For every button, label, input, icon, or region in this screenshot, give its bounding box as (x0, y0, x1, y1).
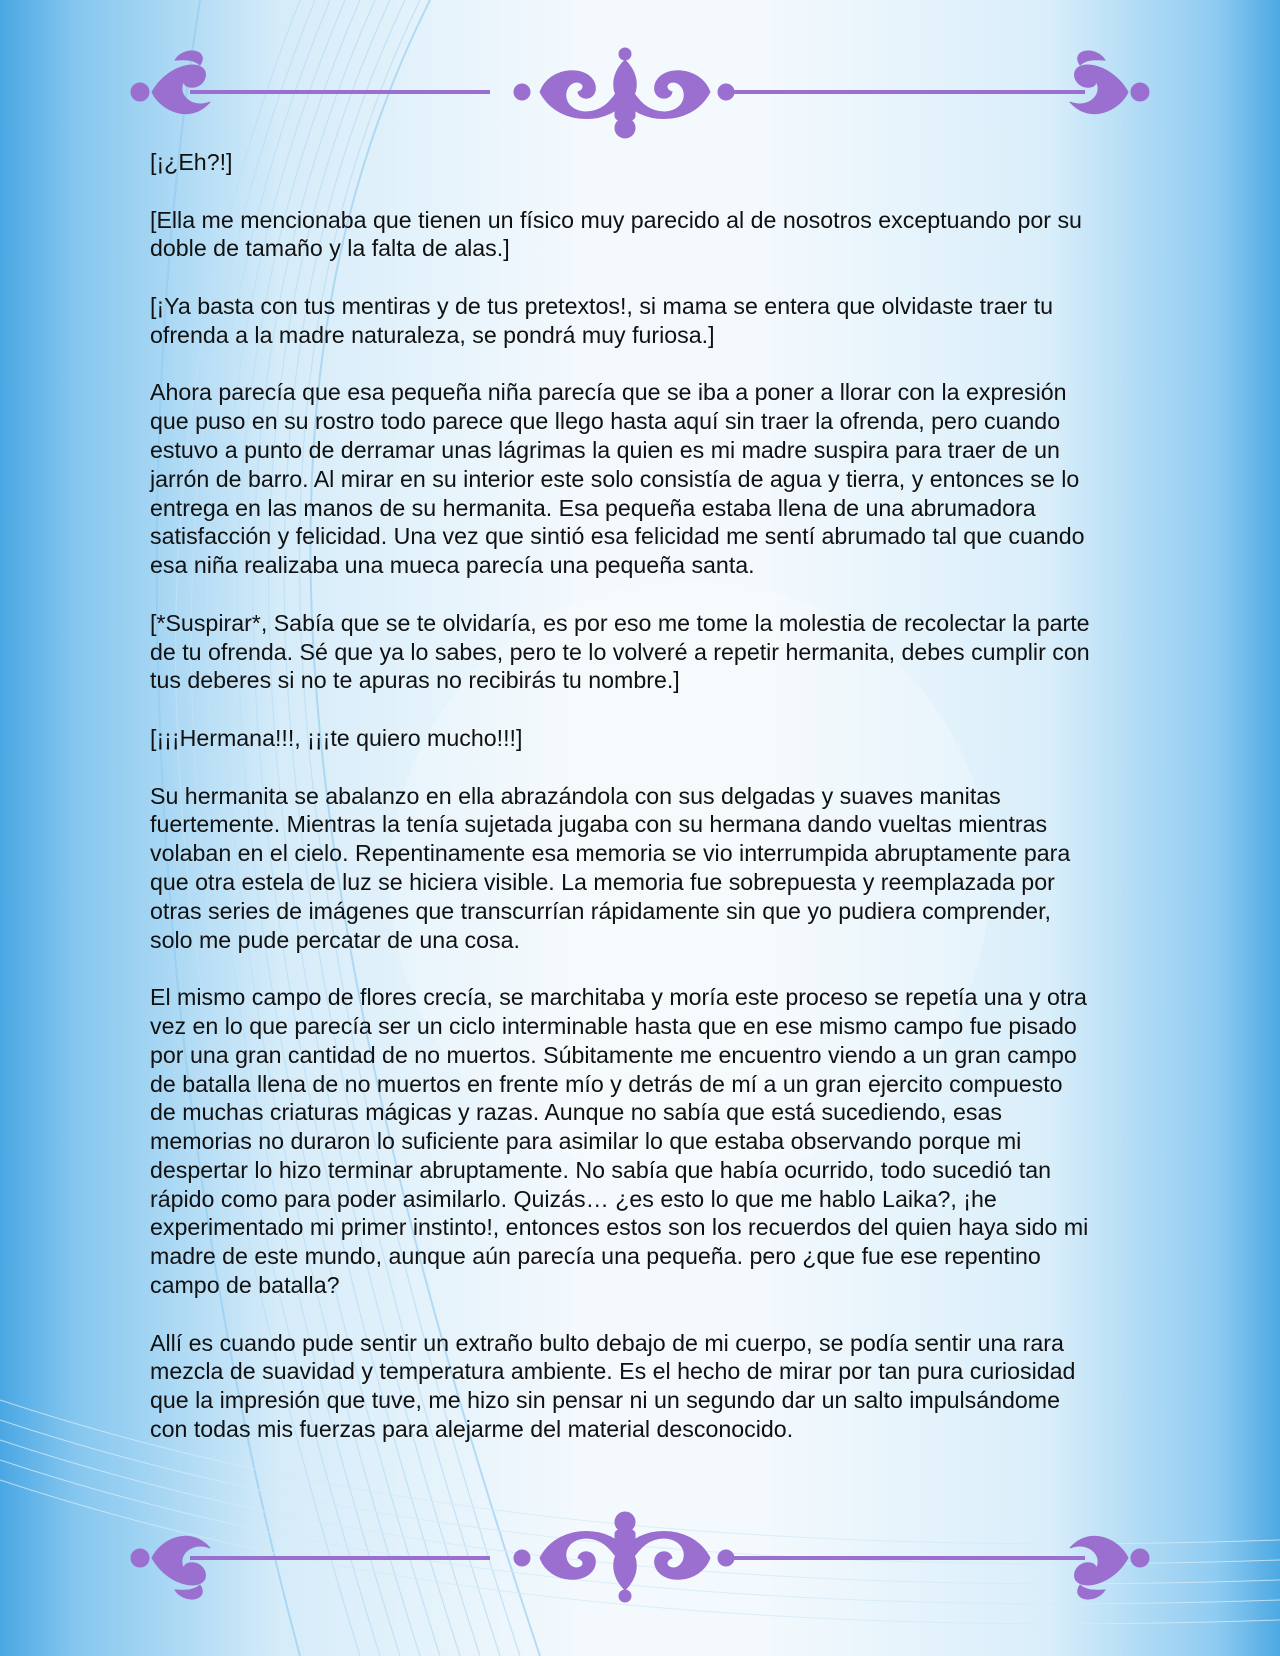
paragraph: [¡¿Eh?!] (150, 149, 233, 175)
bottom-ornament-divider (130, 1500, 1150, 1610)
paragraph: Allí es cuando pude sentir un extraño bulto debajo de mi cuerpo, se podía sentir una rara mezcla de suavidad y temperatura ambiente. Es el hecho de mirar por tan pura curiosidad que la impresión que tuve, me hizo sin pensar ni un segundo dar un salto impulsándome con todas mis fuerzas para alejarme del material desconocido. (150, 1329, 1076, 1443)
top-ornament-divider (130, 40, 1150, 150)
paragraph: [¡¡¡Hermana!!!, ¡¡¡te quiero mucho!!!] (150, 724, 523, 751)
document-body (150, 148, 1090, 1473)
paragraph: [Ella me mencionaba que tienen un físico muy parecido al de nosotros exceptuando por su doble de tamaño y la falta de alas.] (150, 206, 1082, 262)
paragraph: Su hermanita se abalanzo en ella abrazándola con sus delgadas y suaves manitas fuertemente. Mientras la tenía sujetada jugaba con su hermana dando vueltas mientras volaban en el cielo. Repentinamente esa memoria se vio interrumpida abruptamente para que otra estela de luz se hiciera visible. La memoria fue sobrepuesta y reemplazada por otras series de imágenes que transcurrían rápidamente sin que yo pudiera comprender, solo me pude percatar de una cosa. (150, 782, 1071, 953)
paragraph: [¡Ya basta con tus mentiras y de tus pretextos!, si mama se entera que olvidaste traer tu ofrenda a la madre naturaleza, se pondrá muy furiosa.] (150, 292, 1054, 348)
paragraph: El mismo campo de flores crecía, se marchitaba y moría este proceso se repetía una y otra vez en lo que parecía ser un ciclo interminable hasta que en ese mismo campo fue pisado por una gran cantidad de no muertos. Súbitamente me encuentro viendo a un gran campo de batalla llena de no muertos en frente mío y detrás de mí a un gran ejercito compuesto de muchas criaturas mágicas y razas. Aunque no sabía que está sucediendo, esas memorias no duraron lo suficiente para asimilar lo que estaba observando porque mi despertar lo hizo terminar abruptamente. No sabía que había ocurrido, todo sucedió tan rápido como para poder asimilarlo. Quizás… ¿es esto lo que me hablo Laika?, ¡he experimentado mi primer instinto!, entonces estos son los recuerdos del quien haya sido mi madre de este mundo, aunque aún parecía una pequeña. pero ¿que fue ese repentino campo de batalla? (150, 984, 1089, 1299)
paragraph: [*Suspirar*, Sabía que se te olvidaría, es por eso me tome la molestia de recolectar la parte de tu ofrenda. Sé que ya lo sabes, pero te lo volveré a repetir hermanita, debes cumplir con tus deberes si no te apuras no recibirás tu nombre.] (150, 609, 1090, 694)
paragraph: Ahora parecía que esa pequeña niña parecía que se iba a poner a llorar con la expresión que puso en su rostro todo parece que llego hasta aquí sin traer la ofrenda, pero cuando estuvo a punto de derramar unas lágrimas la quien es mi madre suspira para traer de un jarrón de barro. Al mirar en su interior este solo consistía de agua y tierra, y entonces se lo entrega en las manos de su hermanita. Esa pequeña estaba llena de una abrumadora satisfacción y felicidad. Una vez que sintió esa felicidad me sentí abrumado tal que cuando esa niña realizaba una mueca parecía una pequeña santa. (150, 379, 1085, 579)
